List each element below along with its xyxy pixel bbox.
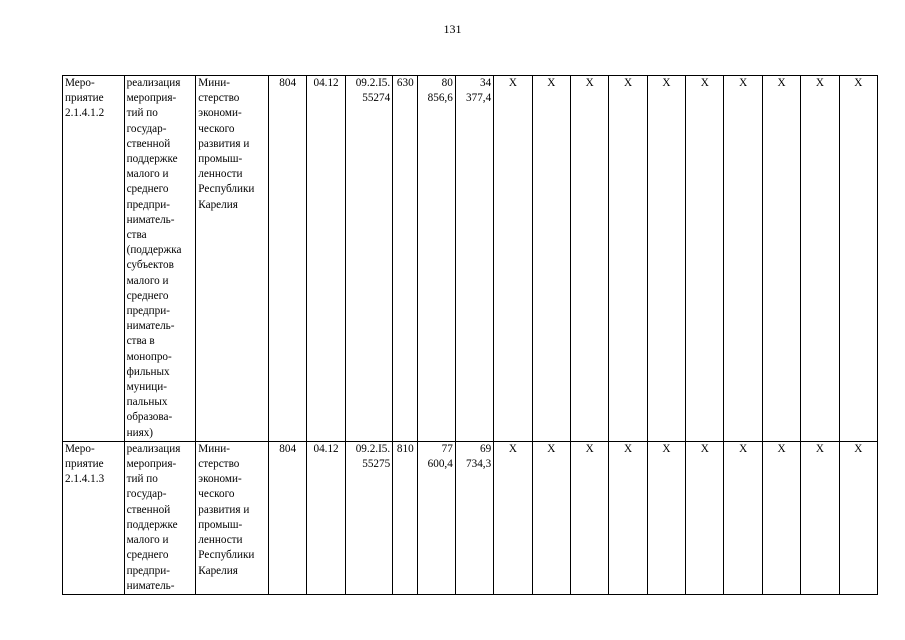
csr-cell	[345, 76, 392, 442]
activity-name-cell	[63, 441, 125, 594]
cell-line: развития и	[198, 137, 250, 150]
activity-description-cell	[124, 441, 196, 594]
cell-line: образова-	[126, 411, 173, 424]
cell-line: стерство	[198, 92, 240, 105]
cell-line: ства	[126, 229, 147, 242]
activity-description-cell	[124, 76, 196, 442]
cell-line: Меро-	[65, 77, 95, 89]
x-cell: X	[609, 441, 647, 594]
cell-line: предпри-	[126, 564, 170, 577]
cell-line: ственной	[126, 503, 171, 516]
cell-line: тий по	[126, 473, 158, 486]
csr-cell	[345, 441, 392, 594]
cell-line: ства в	[126, 335, 155, 348]
cell-line: стерство	[198, 458, 240, 471]
amount2-cell	[455, 76, 493, 442]
x-cell: X	[609, 76, 647, 442]
executor-cell	[196, 76, 269, 442]
vr-cell: 810	[393, 441, 418, 594]
x-cell: X	[647, 76, 685, 442]
cell-line: приятие	[65, 92, 104, 105]
cell-line: малого и	[126, 534, 169, 547]
cell-line: пальных	[126, 396, 168, 409]
grbs-cell: 804	[269, 441, 307, 594]
x-cell: X	[686, 76, 724, 442]
cell-line: Республики	[198, 549, 255, 562]
cell-line: субъектов	[126, 259, 174, 272]
activity-name-cell	[63, 76, 125, 442]
cell-line: 69	[479, 442, 492, 455]
rzpr-cell: 04.12	[307, 441, 345, 594]
table-row	[63, 76, 878, 442]
cell-line: ческого	[198, 488, 235, 501]
cell-line: мероприя-	[126, 92, 177, 105]
x-cell: X	[801, 76, 839, 442]
cell-line: 2.1.4.1.3	[65, 473, 105, 486]
cell-line: экономи-	[198, 107, 242, 120]
x-cell: X	[532, 76, 570, 442]
grbs-cell: 804	[269, 76, 307, 442]
cell-line: 2.1.4.1.2	[65, 107, 105, 120]
cell-line: монопро-	[126, 350, 172, 363]
cell-line: малого и	[126, 168, 169, 181]
cell-line: поддержке	[126, 153, 178, 166]
cell-line: Республики	[198, 183, 255, 196]
cell-line: Мини-	[198, 442, 230, 455]
cell-line: реализация	[126, 77, 181, 89]
cell-line: ленности	[198, 168, 243, 181]
x-cell: X	[801, 441, 839, 594]
cell-line: мероприя-	[126, 458, 177, 471]
cell-line: государ-	[126, 488, 167, 501]
cell-line: ственной	[126, 137, 171, 150]
executor-cell	[196, 441, 269, 594]
x-cell: X	[839, 76, 877, 442]
cell-line: 09.2.I5.	[355, 442, 391, 455]
cell-line: предпри-	[126, 198, 170, 211]
cell-line: 600,4	[427, 458, 453, 471]
cell-line: ческого	[198, 122, 235, 135]
cell-line: экономи-	[198, 473, 242, 486]
x-cell: X	[686, 441, 724, 594]
amount1-cell	[418, 441, 455, 594]
x-cell: X	[724, 76, 762, 442]
budget-table	[62, 75, 878, 595]
x-cell: X	[570, 441, 608, 594]
cell-line: 09.2.I5.	[355, 77, 391, 89]
x-cell: X	[724, 441, 762, 594]
cell-line: тий по	[126, 107, 158, 120]
x-cell: X	[839, 441, 877, 594]
x-cell: X	[647, 441, 685, 594]
cell-line: среднего	[126, 549, 169, 562]
cell-line: приятие	[65, 458, 104, 471]
cell-line: 55274	[362, 92, 391, 105]
table-row	[63, 441, 878, 594]
cell-line: Мини-	[198, 77, 230, 89]
cell-line: Карелия	[198, 564, 238, 577]
cell-line: малого и	[126, 274, 169, 287]
cell-line: ниматель-	[126, 213, 175, 226]
rzpr-cell: 04.12	[307, 76, 345, 442]
cell-line: реализация	[126, 442, 181, 455]
cell-line: 734,3	[466, 458, 492, 471]
cell-line: ниматель-	[126, 579, 175, 592]
cell-line: муници-	[126, 381, 167, 394]
cell-line: предпри-	[126, 305, 170, 318]
x-cell: X	[762, 76, 800, 442]
cell-line: среднего	[126, 183, 169, 196]
x-cell: X	[494, 76, 532, 442]
x-cell: X	[762, 441, 800, 594]
cell-line: 77	[441, 442, 453, 455]
cell-line: Карелия	[198, 198, 238, 211]
cell-line: ниматель-	[126, 320, 175, 333]
cell-line: 34	[479, 77, 492, 89]
amount2-cell	[455, 441, 493, 594]
cell-line: ленности	[198, 534, 243, 547]
cell-line: 856,6	[427, 92, 453, 105]
cell-line: Меро-	[65, 442, 95, 455]
cell-line: среднего	[126, 289, 169, 302]
amount1-cell	[418, 76, 455, 442]
cell-line: промыш-	[198, 153, 243, 166]
cell-line: ниях)	[126, 426, 154, 439]
cell-line: развития и	[198, 503, 250, 516]
x-cell: X	[532, 441, 570, 594]
cell-line: 80	[441, 77, 453, 89]
vr-cell: 630	[393, 76, 418, 442]
x-cell: X	[570, 76, 608, 442]
x-cell: X	[494, 441, 532, 594]
cell-line: промыш-	[198, 518, 243, 531]
page-number: 131	[443, 22, 462, 36]
cell-line: государ-	[126, 122, 167, 135]
cell-line: поддержке	[126, 518, 178, 531]
cell-line: фильных	[126, 365, 170, 378]
cell-line: 377,4	[466, 92, 492, 105]
cell-line: 55275	[362, 458, 391, 471]
cell-line: (поддержка	[126, 244, 182, 257]
